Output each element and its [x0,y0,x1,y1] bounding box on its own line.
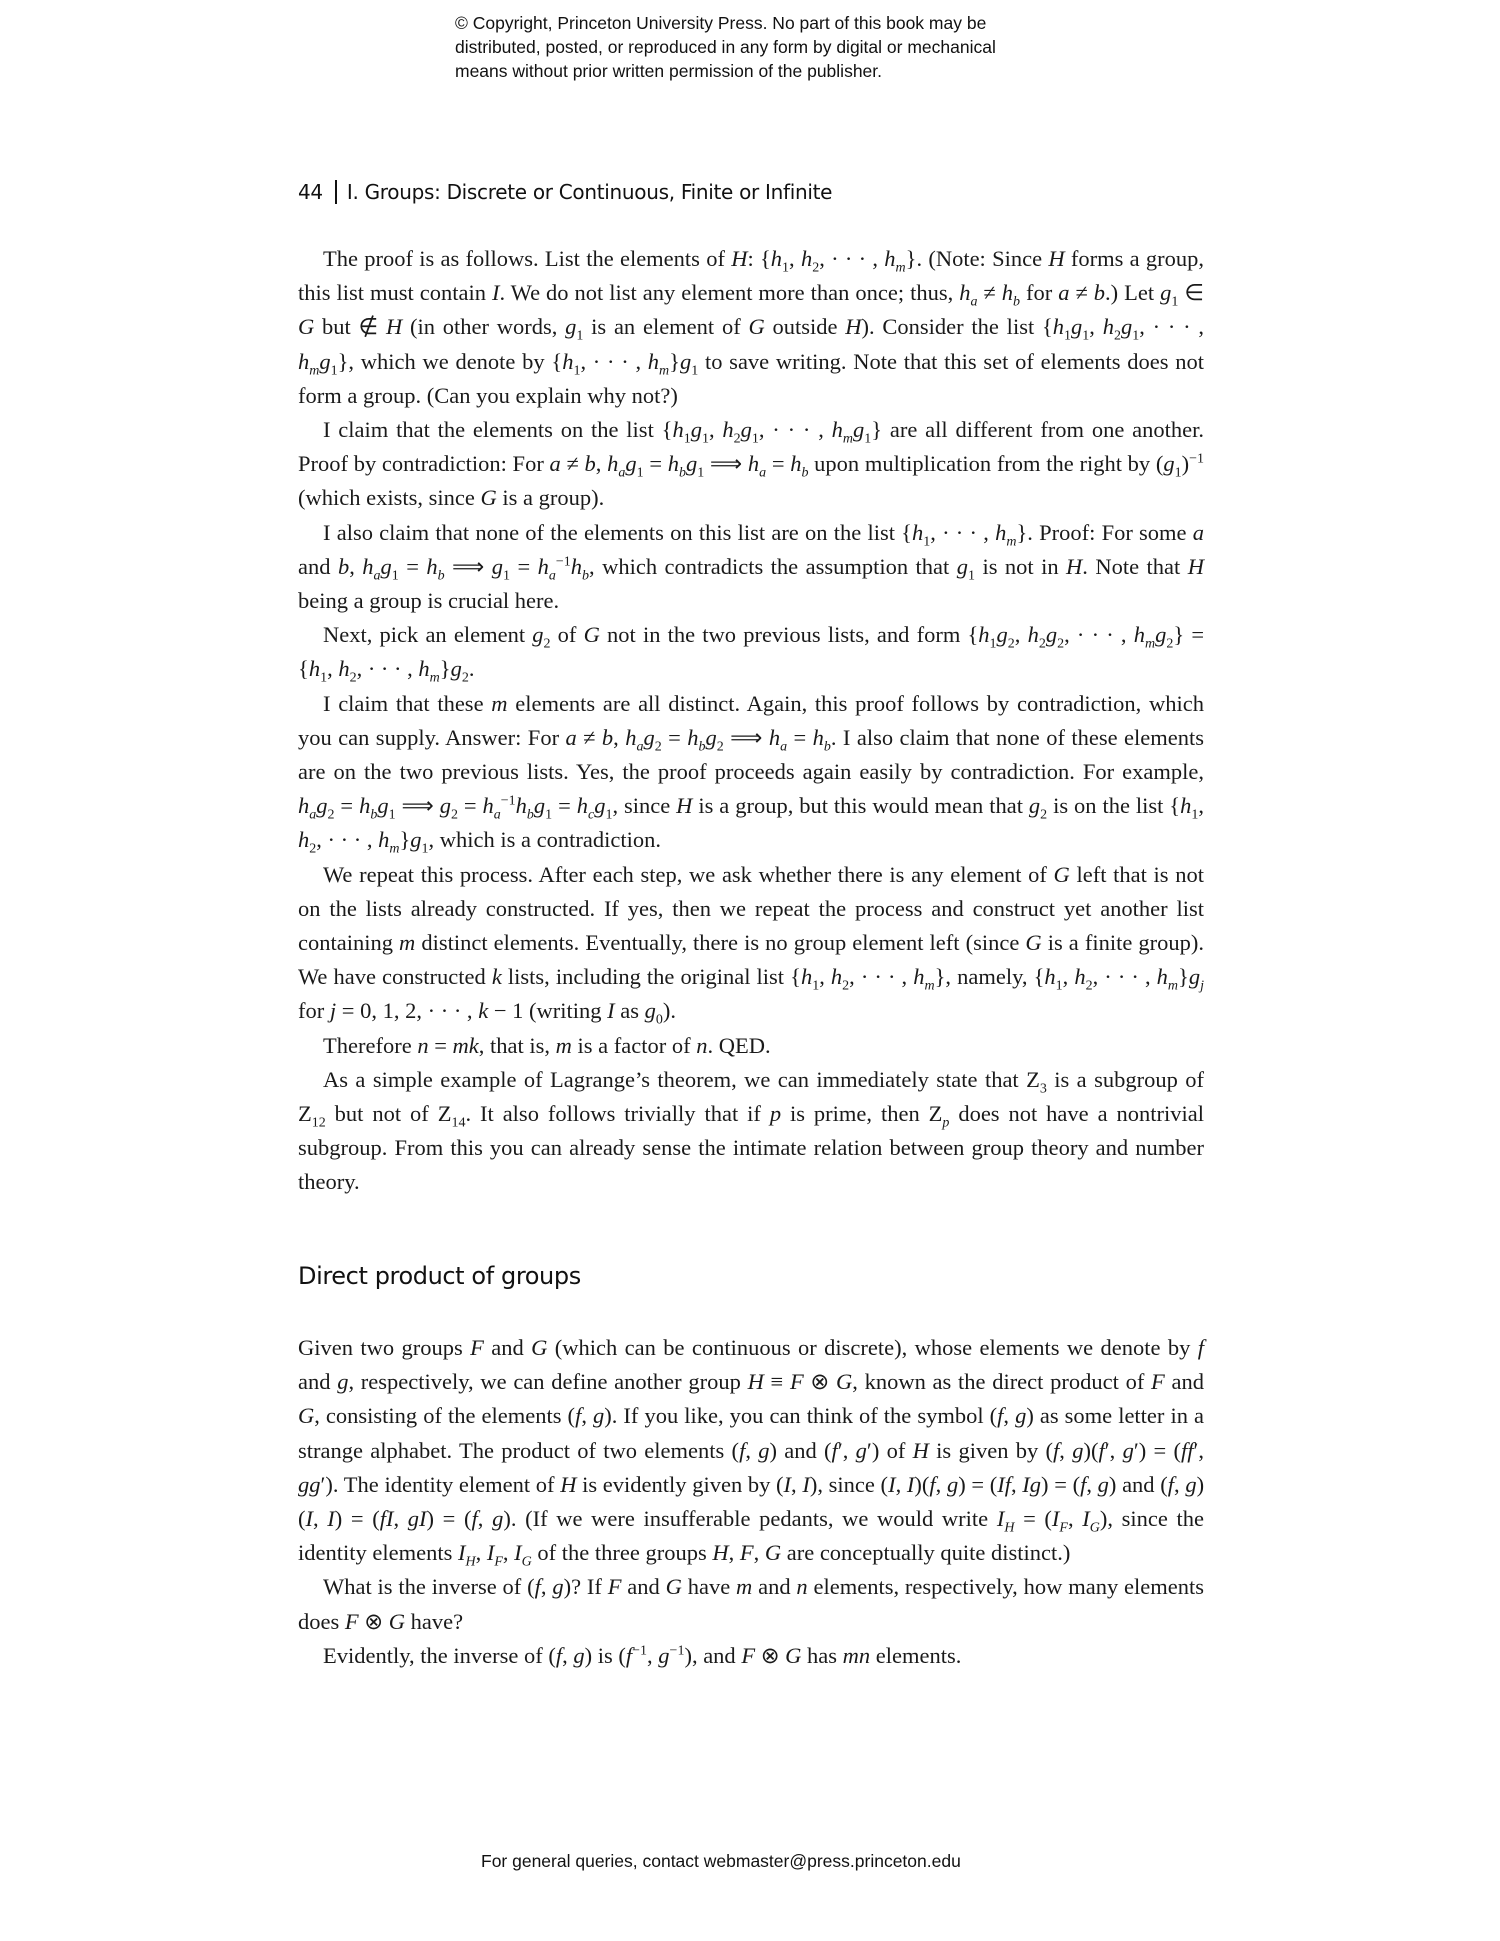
subscript: a [780,739,788,755]
math-symbol: H [1048,246,1065,271]
math-symbol: h [913,964,925,990]
math-symbol: H [731,246,748,271]
math-symbol: g [853,417,865,443]
math-symbol: g [593,1403,605,1429]
math-symbol: g [573,1642,585,1668]
math-symbol: G [1025,930,1042,956]
subscript: 1 [864,431,872,447]
math-symbol: f [555,1642,563,1668]
math-symbol: h [959,280,971,306]
subscript: 2 [716,739,724,755]
subscript: a [373,568,381,584]
subscript: b [370,807,378,823]
math-symbol: I [888,1471,896,1497]
math-symbol: I [906,1471,915,1497]
math-symbol: h [1133,622,1145,648]
math-symbol: F [344,1608,359,1634]
math-symbol: I [1082,1506,1090,1532]
subscript: m [309,363,320,379]
subscript: m [429,670,440,686]
math-symbol: F [739,1540,754,1566]
superscript: −1 [500,793,516,809]
math-symbol: m [736,1574,753,1600]
math-symbol: h [298,793,310,819]
math-symbol: Ig [1022,1471,1042,1497]
math-symbol: h [884,246,896,271]
math-symbol: g [439,793,451,819]
math-symbol: I [607,998,615,1024]
subscript: 1 [573,363,581,379]
math-symbol: b [1093,280,1106,306]
subscript: m [1144,636,1156,652]
math-symbol: h [1180,793,1192,819]
subscript: 2 [842,978,850,994]
subscript: 1 [391,568,399,584]
math-symbol: h [308,656,321,682]
math-symbol: p [769,1101,782,1127]
subscript: b [801,465,809,481]
math-symbol: g [1185,1471,1197,1497]
chapter-title: I. Groups: Discrete or Continuous, Finite or Infinite [346,180,833,204]
paragraph: What is the inverse of (f, g)? If F and G have m and n elements, respectively, how many elements does F ⊗ G have? [298,1574,1204,1634]
subscript: 1 [968,568,975,584]
math-symbol: a [1192,519,1205,545]
subscript: b [582,568,590,584]
subscript: 0 [655,1012,663,1028]
math-symbol: h [298,827,310,853]
subscript: m [1006,534,1017,550]
subscript: 1 [1132,328,1140,344]
subscript: 2 [1040,807,1048,823]
subscript: b [437,568,445,584]
math-symbol: g [377,793,389,819]
math-symbol: h [576,793,588,819]
superscript: −1 [555,554,571,570]
subscript: m [895,260,906,276]
subscript: 1 [330,363,338,379]
paragraph: Evidently, the inverse of (f, g) is ($f^{-1}$, $g^{-1}$), and F ⊗ G has mn elements. [323,1642,962,1668]
math-symbol: g [1188,964,1201,990]
subscript: 2 [1113,328,1121,344]
page-number: 44 [298,180,323,204]
math-symbol: g [410,827,422,853]
math-symbol: F [607,1574,622,1600]
subscript: G [1089,1520,1100,1536]
math-symbol: f [997,1403,1004,1429]
subscript: 1 [421,841,429,857]
math-symbol: G [388,1608,405,1634]
math-symbol: h [1102,314,1114,340]
math-symbol: If [997,1471,1011,1497]
math-symbol: g [337,1369,349,1395]
math-symbol: G [764,1540,782,1566]
math-symbol: h [770,246,783,271]
math-symbol: g [625,451,637,477]
subscript: 1 [1191,807,1199,823]
math-symbol: g [1028,793,1041,819]
math-symbol: g [552,1574,564,1600]
math-symbol: f [1197,1335,1204,1360]
math-symbol: g [1097,1471,1109,1497]
math-symbol: h [978,622,990,648]
section-heading: Direct product of groups [298,1262,581,1290]
math-symbol: h [747,451,760,477]
running-head-divider [335,180,337,204]
math-symbol: f [575,1403,582,1429]
math-symbol: n [696,1032,708,1058]
math-symbol: h [1074,964,1086,990]
math-symbol: a [1058,280,1070,306]
math-symbol: h [378,827,390,853]
paragraph: I claim that the elements on the list {$h_1g_1$, $h_2g_1$, · · · , $h_mg_1$} are all different from one another. Proof by contradiction: For a ≠ b, $h_ag_1 = h_bg_1$ ⟹ $h_a = h_b$ upon multiplication from the right by $(g_1)^{-1}$ (which exists, since G is a group). [298,417,1205,511]
paragraph: Therefore n = mk, that is, m is a factor of n. QED. [323,1032,771,1058]
subscript: a [970,294,978,310]
math-symbol: h [607,451,619,477]
copyright-line: © Copyright, Princeton University Press. No part of this book may be [455,13,987,33]
subscript: b [678,465,686,481]
math-symbol: gI [407,1506,427,1532]
subscript: 1 [576,328,584,344]
math-symbol: g [679,348,692,374]
math-symbol: f [739,1437,746,1463]
subscript: m [842,431,854,447]
math-symbol: h [570,553,583,579]
math-symbol: f [1080,1471,1087,1497]
math-symbol: g [996,622,1008,648]
math-symbol: H [845,314,862,340]
subscript: 1 [1055,978,1063,994]
subscript: 1 [1171,294,1179,310]
math-symbol: g [1045,622,1058,648]
subscript: F [494,1554,503,1570]
math-symbol: m [491,690,508,716]
math-symbol: g [491,553,504,579]
subscript: 2 [1007,636,1015,652]
subscript: 1 [503,568,511,584]
subscript: 12 [311,1115,326,1131]
subscript: b [526,807,534,823]
math-symbol: G [583,622,600,648]
math-symbol: I [305,1506,313,1532]
subscript: m [924,978,935,994]
subscript: 2 [1085,978,1093,994]
subscript: m [1167,978,1179,994]
math-symbol: g [1072,1437,1084,1463]
math-symbol: n [796,1574,808,1600]
math-symbol: H [747,1369,764,1395]
math-symbol: b [584,451,596,477]
math-symbol: g [758,1437,770,1463]
subscript: 2 [1166,636,1174,652]
subscript: 2 [461,670,469,686]
math-symbol: g [643,724,655,750]
subscript: a [309,807,317,823]
subscript: m [659,363,670,379]
subscript: 1 [751,431,759,447]
math-symbol: F [741,1642,756,1668]
math-symbol: j [329,998,337,1024]
math-symbol: G [298,1403,315,1429]
subscript: b [823,739,831,755]
math-symbol: H [676,793,693,819]
math-symbol: g [380,553,392,579]
math-symbol: G [480,485,497,511]
math-symbol: H [1066,553,1083,579]
math-symbol: h [812,724,824,750]
subscript: 1 [923,534,931,550]
math-symbol: h [1052,314,1065,340]
math-symbol: f [471,1506,478,1532]
math-symbol: h [362,553,374,579]
math-symbol: g [685,451,698,477]
math-symbol: G [665,1574,682,1600]
subscript: 2 [543,636,551,652]
subscript: 2 [733,431,741,447]
subscript: 1 [545,807,553,823]
math-symbol: h [830,964,843,990]
subscript: 1 [1174,465,1182,481]
math-symbol: gg [298,1471,321,1497]
math-symbol: g [956,553,968,579]
subscript: a [618,465,626,481]
math-symbol: g [1155,622,1167,648]
subscript: 1 [605,807,613,823]
subscript: 1 [636,465,644,481]
math-symbol: g [690,417,702,443]
math-symbol: h [831,417,843,443]
subscript: 1 [989,636,997,652]
copyright-line: distributed, posted, or reproduced in any form by digital or mechanical [455,37,996,57]
math-symbol: h [647,348,660,374]
math-symbol: m [555,1032,572,1058]
math-symbol: I [514,1540,522,1566]
subscript: 1 [782,260,790,276]
math-symbol: F [1151,1369,1165,1395]
subscript: 2 [812,260,820,276]
math-symbol: h [1001,280,1014,306]
math-symbol: b [601,724,614,750]
subscript: 1 [697,465,705,481]
math-symbol: h [1044,964,1056,990]
subscript: a [493,807,501,823]
subscript: 3 [1039,1081,1047,1097]
paragraph: We repeat this process. After each step, we ask whether there is any element of G left that is not on the lists already constructed. If yes, then we repeat the process and construct yet another list containing m distinct elements. Eventually, there is no group element left (since G is a finite group). We have constructed k lists, including the original list {$h_1$, $h_2$, · · · , $h_m$}, namely, {$h_1$, $h_2$, · · · , $h_m\}g_j$ for j = 0, 1, 2, · · · , k − 1 (writing I as $g_0$). [298,861,1204,1028]
math-symbol: m [399,930,416,956]
math-symbol: g [1160,280,1172,306]
math-symbol: h [800,246,813,271]
math-symbol: H [560,1471,577,1497]
paragraph: Next, pick an element $g_2$ of G not in the two previous lists, and form {$h_1g_2$, $h_2g_2$, · · · , $h_mg_2\} = \{h_1$, $h_2$, · · · , $h_m\}g_2$. [298,622,1205,686]
math-symbol: h [768,724,781,750]
math-symbol: g [450,656,462,682]
subscript: j [1200,978,1204,994]
math-symbol: h [1156,964,1168,990]
section-direct-product [298,1331,1204,1673]
subscript: 1 [812,978,820,994]
paragraph: I claim that these m elements are all distinct. Again, this proof follows by contradiction, which you can supply. Answer: For a ≠ b, $h_ag_2 = h_bg_2$ ⟹ $h_a = h_b$. I also claim that none of these elements are on the two previous lists. Yes, the proof proceeds again easily by contradiction. For example, $h_ag_2 = h_bg_1$ ⟹ $g_2 = h_a^{-1}h_bg_1 = h_cg_1$, since H is a group, but this would mean that $g_2$ is on the list {$h_1$, $h_2$, · · · , $h_m\}g_1$, which is a contradiction. [298,690,1204,857]
running-head [298,180,832,204]
subscript: 2 [450,807,458,823]
subscript: H [465,1554,476,1570]
math-symbol: f [1098,1437,1105,1463]
subscript: 1 [1064,328,1072,344]
math-symbol: h [672,417,684,443]
math-symbol: f [929,1471,936,1497]
math-symbol: g [705,724,717,750]
math-symbol: H [912,1437,929,1463]
math-symbol: h [562,348,574,374]
math-symbol: g [1122,1437,1134,1463]
math-symbol: h [790,451,802,477]
paragraph: As a simple example of Lagrange’s theorem, we can immediately state that $Z_3$ is a subgroup of $Z_{12}$ but not of $Z_{14}$. It also follows trivially that if p is prime, then $Z_p$ does not have a nontrivial subgroup. From this you can already sense the intimate relation between group theory and number theory. [298,1066,1204,1195]
subscript: 2 [654,739,662,755]
math-symbol: g [492,1506,504,1532]
subscript: c [587,807,595,823]
math-symbol: I [802,1471,810,1497]
math-symbol: I [486,1540,495,1566]
math-symbol: h [298,348,310,374]
subscript: a [636,739,644,755]
math-symbol: h [625,724,637,750]
math-symbol: I [457,1540,466,1566]
math-symbol: G [748,314,765,340]
math-symbol: h [338,656,350,682]
math-symbol: g [316,793,328,819]
math-symbol: ff [1180,1437,1194,1463]
math-symbol: I [1051,1506,1060,1532]
paragraph: Given two groups F and G (which can be continuous or discrete), whose elements we denote by f and g, respectively, we can define another group H ≡ F ⊗ G, known as the direct product of F and G, consisting of the elements (f, g). If you like, you can think of the symbol (f, g) as some letter in a strange alphabet. The product of two elements (f, g) and (f′, g′) of H is given by (f, g)(f′, g′) = (ff′, gg′). The identity element of H is evidently given by (I, I), since (I, I)(f, g) = (If, Ig) = (f, g) and (f, g)(I, I) = (fI, gI) = (f, g). (If we were insufferable pedants, we would write $I_H = (I_F$, $I_G$), since the identity elements $I_H$, $I_F$, $I_G$ of the three groups H, F, G are conceptually quite distinct.) [298,1335,1205,1570]
math-symbol: H [385,314,403,340]
copyright-notice [455,11,1095,83]
math-symbol: h [537,553,549,579]
math-symbol: g [1120,314,1133,340]
math-symbol: h [911,519,924,545]
math-symbol: g [644,998,656,1024]
math-symbol: fI [379,1506,394,1532]
math-symbol: g [658,1642,670,1668]
subscript: 2 [309,841,317,857]
subscript: a [759,465,767,481]
math-symbol: h [995,519,1007,545]
math-symbol: h [722,417,734,443]
math-symbol: g [594,793,606,819]
superscript: −1 [669,1643,685,1659]
subscript: b [1013,294,1021,310]
math-symbol: I [491,280,500,306]
math-symbol: h [482,793,494,819]
footer-contact: For general queries, contact webmaster@press.princeton.edu [481,1851,961,1871]
subscript: a [548,568,556,584]
math-symbol: a [565,724,577,750]
math-symbol: n [417,1032,429,1058]
math-symbol: G [835,1369,853,1395]
superscript: −1 [1189,451,1204,467]
math-symbol: f [625,1642,633,1668]
subscript: G [521,1554,532,1570]
math-symbol: h [426,553,438,579]
subscript: 14 [451,1115,466,1131]
math-symbol: a [549,451,561,477]
math-symbol: g [1071,314,1083,340]
subscript: 1 [388,807,396,823]
math-symbol: f [1167,1471,1174,1497]
math-symbol: g [1163,451,1175,477]
math-symbol: h [418,656,430,682]
math-symbol: f [831,1437,838,1463]
math-symbol: H [712,1540,729,1566]
subscript: F [1059,1520,1068,1536]
math-symbol: G [1053,861,1070,887]
subscript: 2 [349,670,357,686]
math-symbol: g [533,793,546,819]
math-symbol: G [531,1335,548,1360]
section-lagrange-proof [298,242,1204,1200]
math-symbol: mk [452,1032,479,1058]
subscript: H [1004,1520,1015,1536]
math-symbol: k [491,964,502,990]
subscript: 2 [1057,636,1065,652]
math-symbol: H [1187,553,1204,579]
subscript: b [698,739,706,755]
math-symbol: g [319,348,331,374]
math-symbol: F [470,1335,484,1360]
math-symbol: b [337,553,350,579]
math-symbol: g [532,622,544,648]
math-symbol: G [785,1642,802,1668]
math-symbol: g [1015,1403,1027,1429]
math-symbol: g [565,314,577,340]
subscript: p [942,1115,950,1131]
subscript: 1 [701,431,709,447]
math-symbol: h [667,451,679,477]
math-symbol: h [359,793,371,819]
math-symbol: f [534,1574,541,1600]
subscript: 1 [320,670,328,686]
copyright-line: means without prior written permission of the publisher. [455,61,883,81]
math-symbol: g [855,1437,867,1463]
subscript: m [389,841,400,857]
math-symbol: mn [842,1642,871,1668]
superscript: −1 [632,1643,648,1659]
math-symbol: h [1027,622,1039,648]
math-symbol: I [996,1506,1005,1532]
paragraph: The proof is as follows. List the elements of H: {$h_1$, $h_2$, · · · , $h_m$}. (Note: Since H forms a group, this list must contain I. We do not list any element more than once; thus, $h_a \ne h_b$ for a ≠ b.) Let $g_1$ ∈ G but ∉ H (in other words, $g_1$ is an element of G outside H). Consider the list {$h_1g_1$, $h_2g_1$, · · · , $h_mg_1$}, which we denote by {$h_1$, · · · , $h_m\}g_1$ to save writing. Note that this set of elements does not form a group. (Can you explain why not?) [298,246,1205,408]
math-symbol: h [515,793,527,819]
subscript: 2 [327,807,335,823]
math-symbol: F [789,1369,804,1395]
math-symbol: G [298,314,315,340]
subscript: 1 [1082,328,1090,344]
math-symbol: g [946,1471,959,1497]
math-symbol: I [783,1471,792,1497]
math-symbol: h [687,724,699,750]
math-symbol: k [478,998,489,1024]
math-symbol: h [800,964,813,990]
math-symbol: g [740,417,752,443]
math-symbol: I [327,1506,335,1532]
math-symbol: f [1053,1437,1060,1463]
subscript: 1 [691,363,699,379]
subscript: 2 [1038,636,1046,652]
subscript: 1 [683,431,691,447]
paragraph: I also claim that none of the elements on this list are on the list {$h_1$, · · · , $h_m$}. Proof: For some a and b, $h_ag_1 = h_b$ ⟹ $g_1 = h_a^{-1}h_b$, which contradicts the assumption that $g_1$ is not in H. Note that H being a group is crucial here. [298,519,1205,614]
